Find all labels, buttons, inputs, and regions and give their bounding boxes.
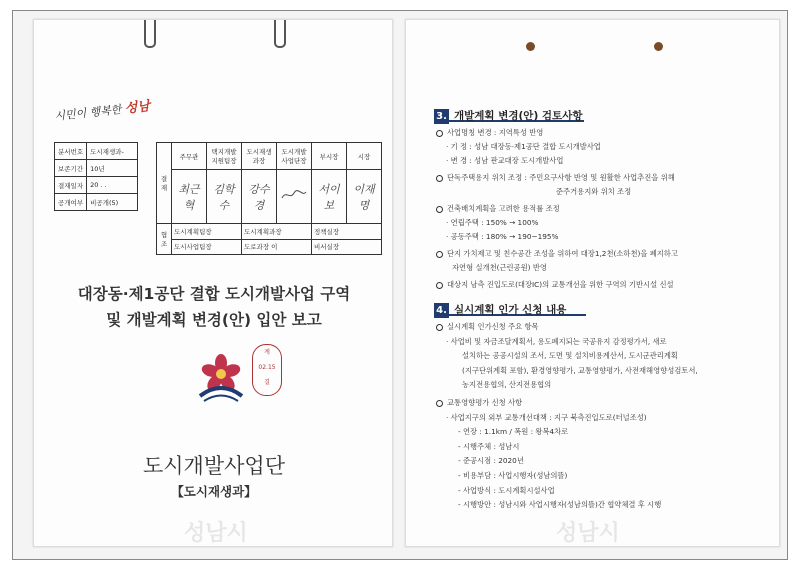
sub-item	[462, 366, 698, 376]
coop-cell: 도시사업팀장	[172, 239, 242, 255]
approval-header: 시장	[347, 143, 382, 170]
item-text: 단독주택용지 위치 조정 : 주민요구사항 반영 및 원활한 사업추진을 위해	[447, 173, 675, 182]
meta-value: 도시재생과-	[87, 143, 138, 160]
stamp-line: 결	[264, 379, 270, 386]
punch-hole	[654, 42, 663, 51]
bullet-item	[436, 204, 560, 214]
bullet-item	[436, 280, 674, 290]
sub-item	[446, 413, 647, 423]
date-stamp	[252, 344, 282, 396]
item-text: - 시행방안 : 성남시와 사업시행자(성남의뜰)간 협약체결 후 시행	[458, 500, 662, 510]
table-row	[157, 239, 382, 255]
department-name: 도시개발사업단	[142, 454, 285, 478]
circle-bullet-icon	[436, 282, 443, 289]
section-4-header	[434, 298, 586, 316]
circle-bullet-icon	[436, 251, 443, 258]
bullet-item	[436, 249, 678, 259]
cover-page	[33, 19, 393, 547]
signature: 강수경	[242, 170, 277, 224]
table-row	[157, 224, 382, 240]
coop-cell: 비서실장	[312, 239, 382, 255]
table-row	[157, 170, 382, 224]
item-text: - 시행주체 : 성남시	[458, 441, 520, 451]
sub-item	[446, 232, 558, 242]
approval-header: 부시장	[312, 143, 347, 170]
sub-item	[452, 263, 547, 273]
scribble-signature	[280, 188, 308, 202]
meta-label: 공개여부	[55, 194, 87, 211]
item-text: · 연립주택 : 150% → 100%	[446, 218, 539, 227]
section-title: 실시계획 인가 신청 내용	[454, 304, 567, 316]
sub-item	[446, 218, 538, 228]
sub-item	[458, 500, 661, 510]
document-meta-table	[54, 142, 138, 211]
meta-value: 20 . .	[87, 177, 138, 194]
seongnam-emblem-icon	[194, 350, 248, 404]
section-3-header	[434, 104, 584, 122]
circle-bullet-icon	[436, 206, 443, 213]
approval-table	[156, 142, 382, 255]
item-text: 실시계획 인가신청 주요 항목	[447, 322, 539, 331]
bullet-item	[436, 322, 539, 332]
coop-cell: 도로과장 이	[242, 239, 312, 255]
signature: 서이보	[312, 170, 347, 224]
sub-item	[446, 142, 601, 152]
item-text: 대상지 남측 진입도로(대장IC)의 교통개선을 위한 구역의 기반시설 신설	[447, 280, 674, 289]
sub-item	[462, 380, 551, 390]
bullet-item	[436, 398, 522, 408]
approval-header: 택지개발지원팀장	[207, 143, 242, 170]
signature: 김학수	[207, 170, 242, 224]
approval-header: 도시재생과장	[242, 143, 277, 170]
table-row	[55, 160, 138, 177]
stamp-line: 02.15	[258, 364, 276, 371]
sub-item	[446, 156, 563, 166]
report-title-line-1: 대장동·제1공단 결합 도시개발사업 구역	[77, 285, 351, 303]
section-number: 3.	[434, 109, 449, 124]
meta-label: 분서번호	[55, 143, 87, 160]
circle-bullet-icon	[436, 175, 443, 182]
watermark: 성남시	[556, 521, 620, 546]
sub-item	[458, 442, 519, 452]
item-text: - 준공시점 : 2020년	[458, 456, 524, 466]
meta-value: 10년	[87, 160, 138, 177]
signature: 최근혁	[172, 170, 207, 224]
item-text: 자연형 실개천(근린공원) 반영	[452, 263, 547, 272]
bullet-item	[436, 173, 675, 183]
sub-item	[446, 337, 667, 347]
item-text: 사업명칭 변경 : 지역특성 반영	[447, 128, 544, 137]
approval-header: 주무관	[172, 143, 207, 170]
section-title: 개발계획 변경(안) 검토사항	[454, 110, 583, 122]
binder-ring	[274, 19, 286, 48]
approval-side-label: 결재	[157, 143, 172, 224]
sub-item	[458, 456, 524, 466]
item-text: · 사업비 및 자금조달계획서, 용도폐지되는 국공유지 감정평가서, 새로	[446, 336, 667, 346]
punch-hole	[526, 42, 535, 51]
report-title-line-2: 및 개발계획 변경(안) 입안 보고	[106, 311, 322, 329]
binder-ring	[144, 19, 156, 48]
document-frame	[12, 10, 788, 560]
coop-cell: 도시계획과장	[242, 224, 312, 240]
item-text: 단지 가치제고 및 친수공간 조성을 위하여 대장1,2천(소하천)을 폐지하고	[447, 249, 678, 258]
coop-cell: 도시계획팀장	[172, 224, 242, 240]
approval-header: 도시개발사업단장	[277, 143, 312, 170]
signature: 이재명	[347, 170, 382, 224]
slogan-city: 성남	[124, 99, 151, 117]
item-text: (지구단위계획 포함), 환경영향평가, 교통영향평가, 사전재해영향성검토서,	[462, 365, 698, 375]
sub-item	[458, 486, 555, 496]
item-text: · 사업지구의 외부 교통개선대책 : 지구 북측진입도로(터널조성)	[446, 412, 647, 422]
item-text: 건축배치계획을 고려한 용적률 조정	[447, 204, 560, 213]
report-content-page	[405, 19, 780, 547]
table-row	[55, 177, 138, 194]
coop-side-label: 협조	[157, 224, 172, 255]
item-text: 준주거용지와 위치 조정	[556, 187, 632, 196]
sub-item	[458, 427, 568, 437]
item-text: · 공동주택 : 180% → 190~195%	[446, 232, 559, 241]
item-text: - 사업방식 : 도시계획시설사업	[458, 485, 555, 495]
meta-value: 비공개(5)	[87, 194, 138, 211]
circle-bullet-icon	[436, 130, 443, 137]
table-row	[55, 143, 138, 160]
meta-label: 보존기간	[55, 160, 87, 177]
signature	[277, 170, 312, 224]
meta-label: 결재일자	[55, 177, 87, 194]
circle-bullet-icon	[436, 400, 443, 407]
item-text: 농지전용협의, 산지전용협의	[462, 380, 552, 390]
item-text: - 비용부담 : 사업시행자(성남의뜰)	[458, 471, 568, 480]
item-text: - 연장 : 1.1km / 폭원 : 왕복4차로	[458, 427, 569, 437]
coop-cell: 정책실장	[312, 224, 382, 240]
table-row	[55, 194, 138, 211]
circle-bullet-icon	[436, 324, 443, 331]
department-sub: 【도시재생과】	[171, 484, 257, 499]
table-row	[157, 143, 382, 170]
city-slogan: 시민이 행복한 성남	[53, 99, 151, 123]
item-text: 교통영향평가 신청 사항	[447, 398, 523, 407]
sub-item	[556, 187, 631, 197]
stamp-line: 계	[264, 349, 270, 356]
item-text: 설치하는 공공시설의 조서, 도면 및 설치비용계산서, 도시군관리계획	[462, 351, 678, 361]
item-text: · 변 경 : 성남 판교대장 도시개발사업	[446, 156, 564, 165]
sub-item	[462, 351, 678, 361]
section-number: 4.	[434, 303, 449, 318]
bullet-item	[436, 128, 543, 138]
item-text: · 기 정 : 성남 대장동·제1공단 결합 도시개발사업	[446, 142, 601, 151]
sub-item	[458, 471, 567, 481]
watermark: 성남시	[184, 521, 248, 546]
